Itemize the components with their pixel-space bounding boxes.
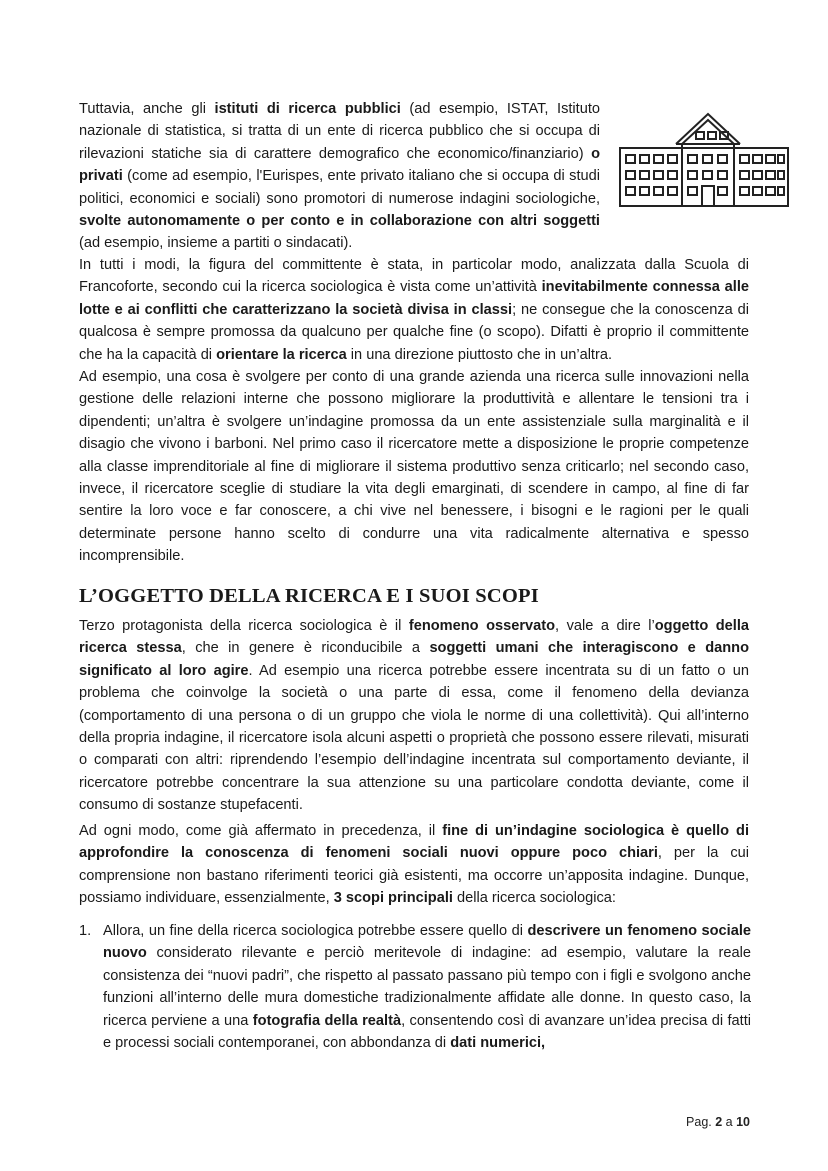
page-number: Pag. 2 a 10: [686, 1115, 750, 1129]
paragraph-observed-phenomenon: Terzo protagonista della ricerca sociologica è il fenomeno osservato, vale a dire l’oggetto della ricerca stessa, che in genere è riconducibile a soggetti umani che interagiscono e danno significato al loro agire. Ad esempio una ricerca potrebbe essere incentrata su di un fatto o un problema che coinvolge la società o una parte di essa, come il fenomeno della devianza (comportamento di una persona o di un gruppo che viola le norme di una collettività). Qui all’interno della propria indagine, il ricercatore isola alcuni aspetti o proprietà che possono essere rilevati, misurati o comparati con altri: riprendendo l’esempio dell’indagine incentrata sul comportamento deviante, il ricercatore potrebbe concentrare la sua attenzione su una particolare condotta deviante, come il consumo di sostanze stupefacenti.: [79, 618, 750, 814]
paragraph-research-aims: Ad ogni modo, come già affermato in precedenza, il fine di un’indagine sociologica è quello di approfondire la conoscenza di fenomeni sociali nuovi oppure poco chiari, per la cui comprensione non bastano riferimenti teorici già esistenti, ma occorre un’apposita indagine. Dunque, possiamo individuare, essenzialmente, 3 scopi principali della ricerca sociologica:: [79, 823, 750, 907]
paragraph-example-company: Ad esempio, una cosa è svolgere per conto di una grande azienda una ricerca sulle innovazioni nella gestione delle relazioni interne che possono migliorare la produttività e allentare le tensioni tra i dipendenti; un’altra è svolgere un’indagine promossa da un ente assistenziale sulla marginalità e il disagio che vivono i barboni. Nel primo caso il ricercatore mette a disposizione le proprie competenze alla classe imprenditoriale al fine di migliorare il sistema produttivo senza criticarlo; nel secondo caso, invece, il ricercatore sceglie di studiare la vita degli emarginati, di scendere in campo, al fine di far sentire la loro voce e far conoscere, a chi vive nel benessere, i bisogni e le ragioni per le quali determinate persone hanno scelto di condurre una vita radicalmente alternativa e spesso incomprensibile.: [79, 369, 749, 565]
paragraph-frankfurt-school: In tutti i modi, la figura del committente è stata, in particolar modo, analizzata dalla Scuola di Francoforte, secondo cui la ricerca sociologica è vista come un’attività inevitabilmente connessa alle lotte e ai conflitti che caratterizzano la società divisa in classi; ne consegue che la conoscenza di qualcosa è sempre promossa da qualcuno per qualche fine (o scopo). Difatti è proprio il committente che ha la capacità di orientare la ricerca in una direzione piuttosto che in un’altra.: [79, 257, 749, 363]
section-heading: L’OGGETTO DELLA RICERCA E I SUOI SCOPI: [79, 585, 539, 607]
school-building-icon: [616, 108, 792, 210]
list-item-text: Allora, un fine della ricerca sociologica potrebbe essere quello di descrivere un fenomeno sociale nuovo considerato rilevante e perciò meritevole di indagine: ad esempio, valutare la reale consistenza dei “nuovi padri”, che rispetto al passato passano più tempo con i figli e svolgono anche funzioni all’interno delle mura domestiche tradizionalmente affidate alle donne. In questo caso, la ricerca perviene a una fotografia della realtà, consentendo così di avanzare un’idea precisa di fatti e processi sociali contemporanei, con abbondanza di dati numerici,: [103, 923, 752, 1052]
list-item-number: 1.: [79, 923, 92, 939]
paragraph-intro-institutes: Tuttavia, anche gli istituti di ricerca pubblici (ad esempio, ISTAT, Istituto nazionale di statistica, si tratta di un ente di ricerca pubblico che si occupa di rilevazioni statiche sia di carattere demografico che economico/finanziario) o privati (come ad esempio, l'Eurispes, ente privato italiano che si occupa di studi politici, economici e sociali) sono promotori di numerose indagini sociologiche, svolte autonomamente o per conto e in collaborazione con altri soggetti (ad esempio, insieme a partiti o sindacati).: [79, 101, 601, 252]
